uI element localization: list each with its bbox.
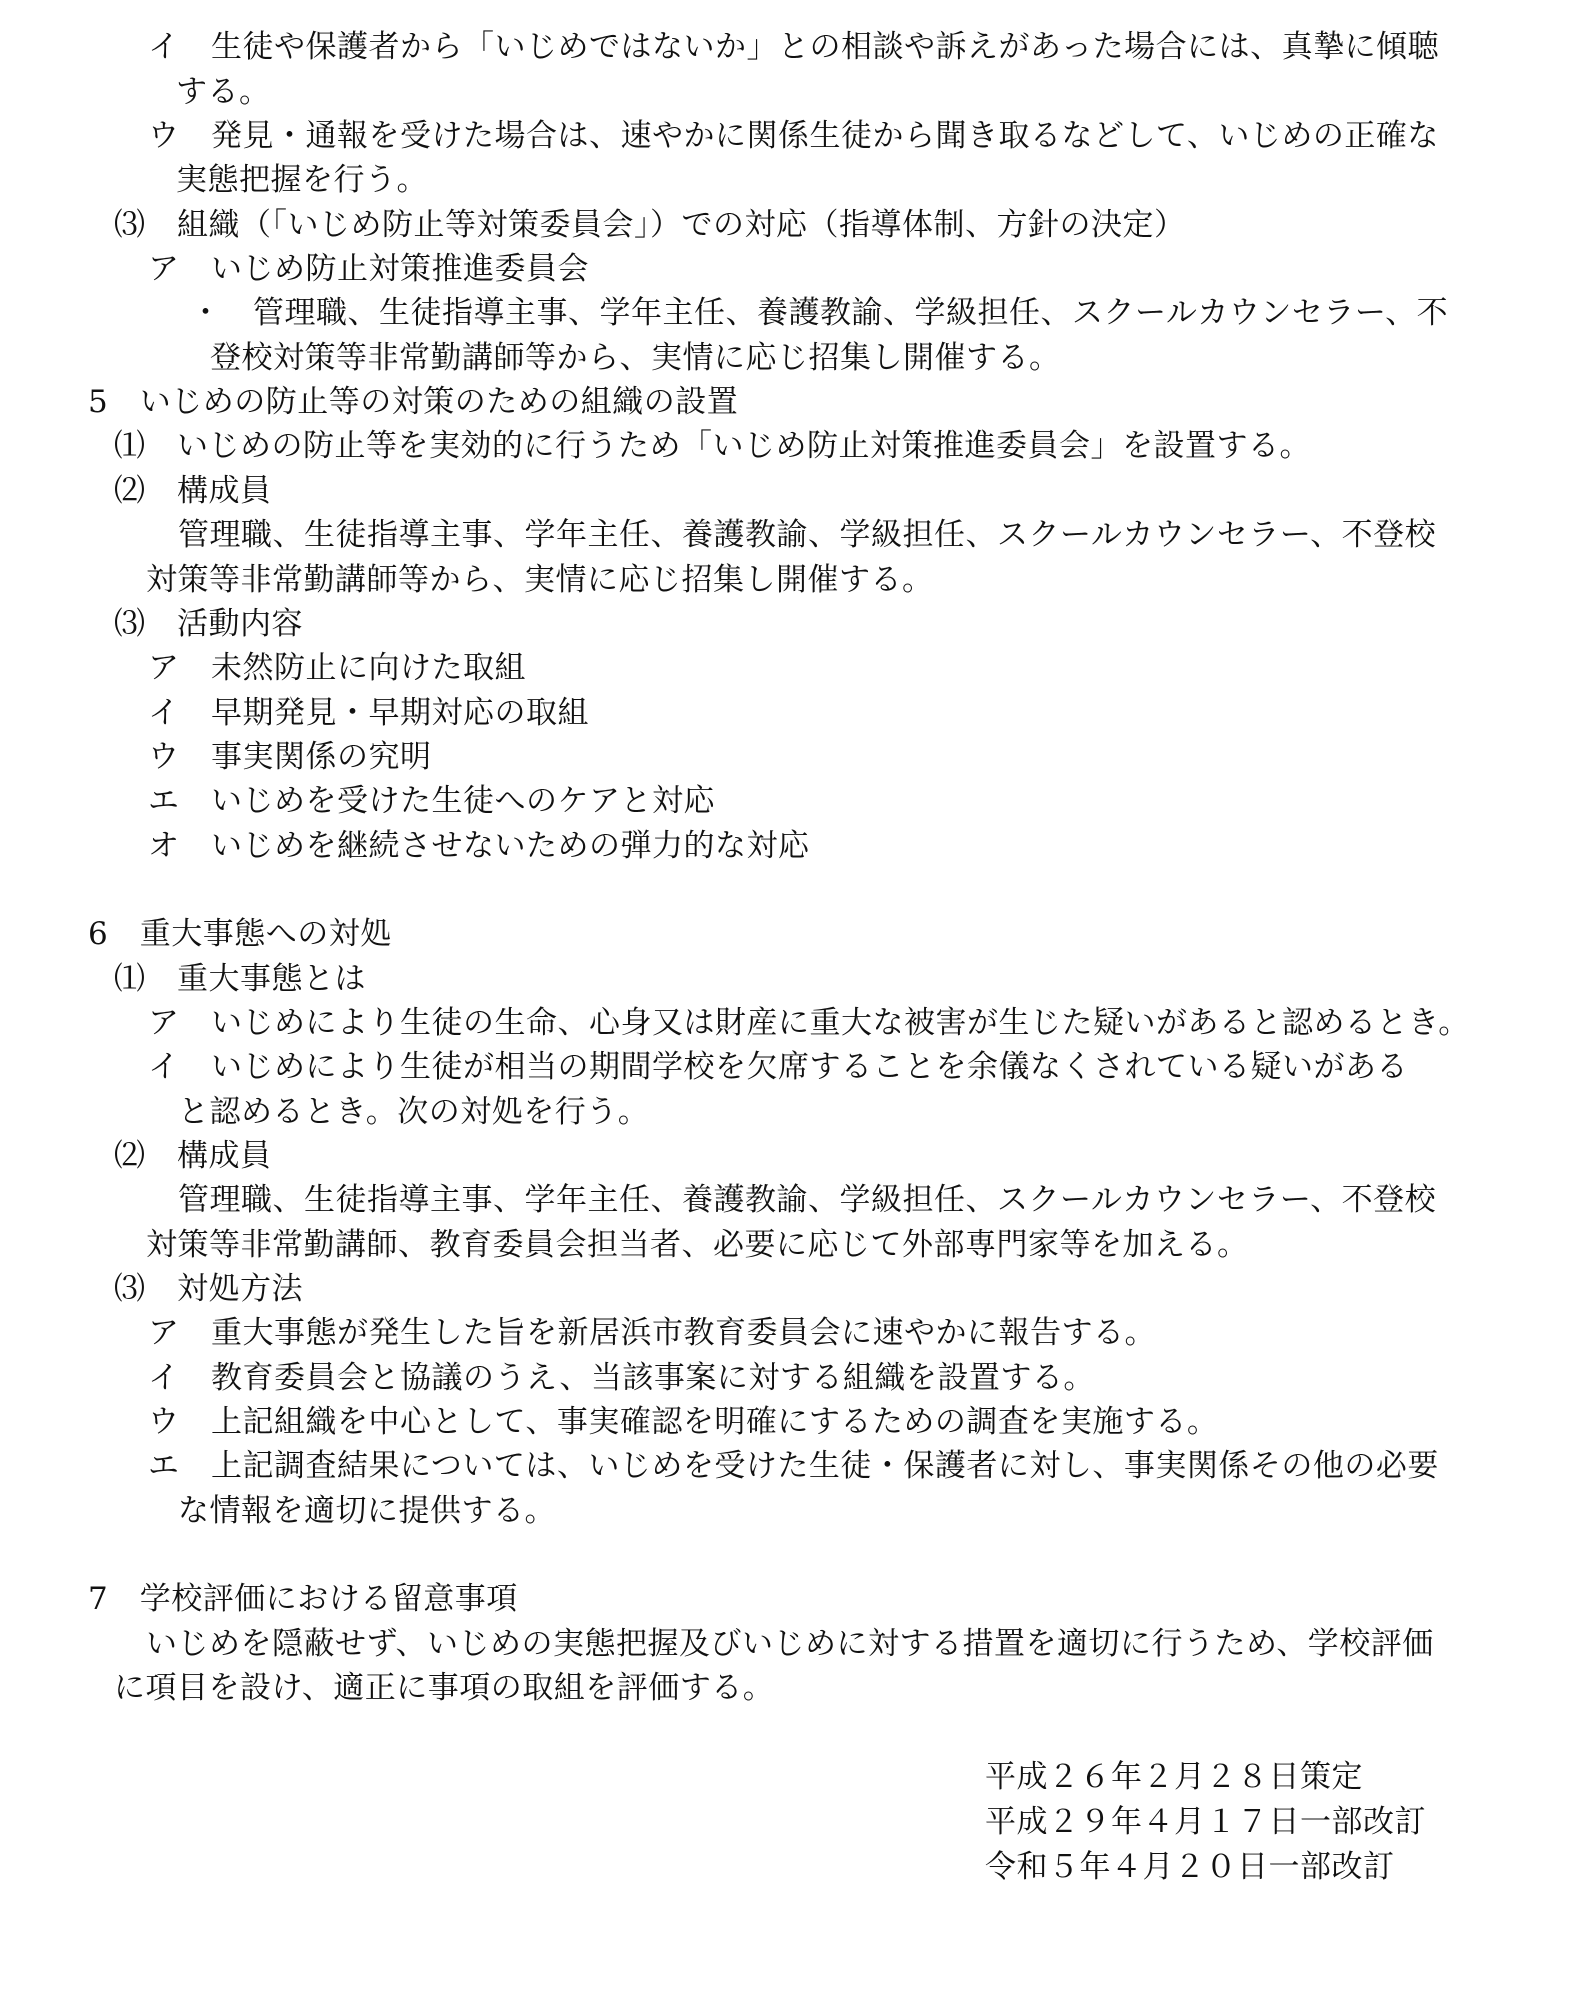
date-line: 平成２６年２月２８日策定 — [985, 1759, 1363, 1795]
text-line: 管理職、生徒指導主事、学年主任、養護教諭、学級担任、スクールカウンセラー、不登校 — [178, 517, 1437, 553]
text-line: ウ 発見・通報を受けた場合は、速やかに関係生徒から聞き取るなどして、いじめの正確な — [148, 118, 1439, 154]
text-line: オ いじめを継続させないための弾力的な対応 — [148, 828, 810, 864]
text-line: イ いじめにより生徒が相当の期間学校を欠席することを余儀なくされている疑いがある — [148, 1049, 1408, 1085]
text-line: ⑵ 構成員 — [114, 1138, 272, 1174]
text-line: ア いじめにより生徒の生命、心身又は財産に重大な被害が生じた疑いがあると認めるとき。 — [148, 1005, 1470, 1041]
date-line: 令和５年４月２０日一部改訂 — [985, 1849, 1395, 1885]
text-line: ⑴ いじめの防止等を実効的に行うため「いじめ防止対策推進委員会」を設置する。 — [114, 428, 1311, 464]
section-heading: 6 重大事態への対処 — [88, 916, 392, 952]
text-line: ウ 上記組織を中心として、事実確認を明確にするための調査を実施する。 — [148, 1404, 1219, 1440]
text-line: 対策等非常勤講師、教育委員会担当者、必要に応じて外部専門家等を加える。 — [146, 1227, 1249, 1263]
text-line: エ 上記調査結果については、いじめを受けた生徒・保護者に対し、事実関係その他の必要 — [148, 1448, 1439, 1484]
text-line: な情報を適切に提供する。 — [178, 1493, 556, 1529]
text-line: ⑶ 活動内容 — [114, 606, 303, 642]
text-line: ⑴ 重大事態とは — [114, 961, 366, 997]
revision-dates — [985, 1755, 1426, 1890]
text-line: 管理職、生徒指導主事、学年主任、養護教諭、学級担任、スクールカウンセラー、不登校 — [178, 1182, 1437, 1218]
text-line: ウ 事実関係の究明 — [148, 739, 432, 775]
text-line: エ いじめを受けた生徒へのケアと対応 — [148, 783, 715, 819]
text-line: 対策等非常勤講師等から、実情に応じ招集し開催する。 — [146, 562, 934, 598]
text-line: する。 — [176, 74, 271, 110]
text-line: いじめを隠蔽せず、いじめの実態把握及びいじめに対する措置を適切に行うため、学校評価 — [146, 1626, 1434, 1662]
section-heading: 7 学校評価における留意事項 — [88, 1581, 518, 1617]
text-line: と認めるとき。次の対処を行う。 — [178, 1094, 650, 1130]
text-line: に項目を設け、適正に事項の取組を評価する。 — [114, 1670, 775, 1706]
text-line: 実態把握を行う。 — [176, 162, 428, 198]
text-line: イ 早期発見・早期対応の取組 — [148, 695, 589, 731]
text-line: ⑶ 対処方法 — [114, 1271, 303, 1307]
text-line: 登校対策等非常勤講師等から、実情に応じ招集し開催する。 — [210, 340, 1061, 376]
text-line: ア 重大事態が発生した旨を新居浜市教育委員会に速やかに報告する。 — [148, 1315, 1156, 1351]
text-line: ⑵ 構成員 — [114, 473, 272, 509]
text-line: ア いじめ防止対策推進委員会 — [148, 251, 589, 287]
text-line: イ 教育委員会と協議のうえ、当該事案に対する組織を設置する。 — [148, 1360, 1095, 1396]
section-heading: 5 いじめの防止等の対策のための組織の設置 — [88, 384, 739, 420]
text-line: ア 未然防止に向けた取組 — [148, 650, 526, 686]
date-line: 平成２９年４月１７日一部改訂 — [985, 1804, 1426, 1840]
text-line: ・ 管理職、生徒指導主事、学年主任、養護教諭、学級担任、スクールカウンセラー、不 — [190, 295, 1449, 331]
text-line: イ 生徒や保護者から「いじめではないか」との相談や訴えがあった場合には、真摯に傾聴 — [148, 29, 1440, 65]
text-line: ⑶ 組織（「いじめ防止等対策委員会」）での対応（指導体制、方針の決定） — [114, 207, 1186, 243]
